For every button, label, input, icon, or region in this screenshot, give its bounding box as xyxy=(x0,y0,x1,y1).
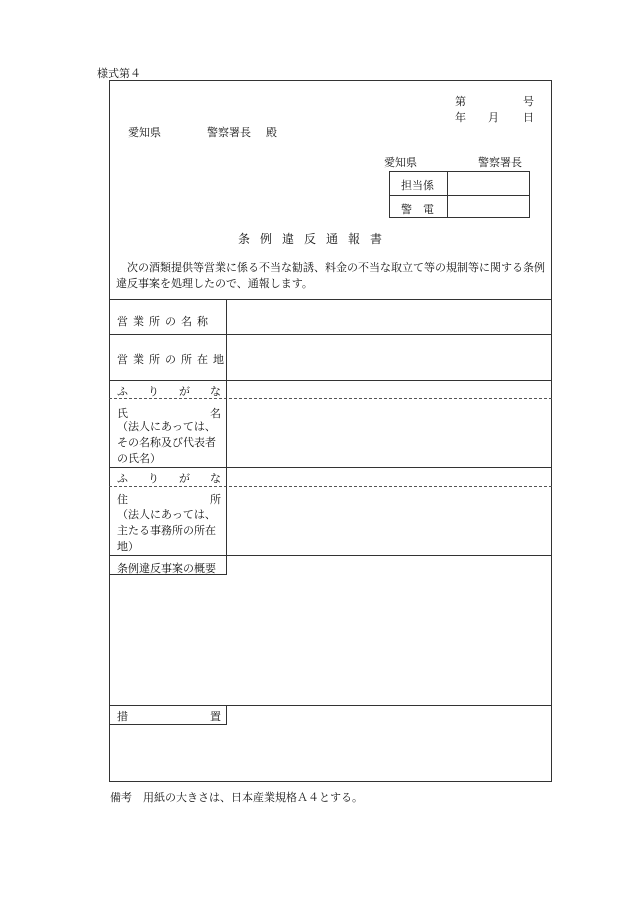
contact-info-box xyxy=(389,171,530,218)
contact-column-divider xyxy=(447,172,448,217)
furigana-label-address xyxy=(117,470,221,486)
label-column-divider xyxy=(226,299,227,555)
contact-staff-label: 担当係 xyxy=(401,179,434,192)
remarks-note: 備考 用紙の大きさは、日本産業規格Ａ４とする。 xyxy=(110,791,363,804)
business-address-label: 営業所の所在地 xyxy=(117,353,229,366)
label-char: 住 xyxy=(117,493,128,506)
furigana-char: り xyxy=(148,385,159,398)
violation-summary-label: 条例違反事案の概要 xyxy=(117,562,216,575)
furigana-char: ふ xyxy=(117,472,128,485)
document-number-suffix: 号 xyxy=(523,95,534,108)
sender-prefecture: 愛知県 xyxy=(384,156,417,169)
business-name-label: 営業所の名称 xyxy=(117,315,213,328)
date-year-label: 年 xyxy=(455,111,466,124)
label-char: 措 xyxy=(117,710,128,723)
addressee-station: 警察署長 xyxy=(207,126,251,139)
document-title xyxy=(0,230,630,247)
furigana-label-name xyxy=(117,383,221,399)
contact-row-divider xyxy=(390,195,529,196)
table-line-after-person xyxy=(109,467,552,468)
label-char: 置 xyxy=(210,710,221,723)
furigana-char: ふ xyxy=(117,385,128,398)
label-char: 名 xyxy=(210,407,221,420)
measures-label-box-bottom xyxy=(109,724,227,725)
date-day-label: 日 xyxy=(523,111,534,124)
measures-label-box-right xyxy=(226,705,227,724)
form-number-title: 様式第４ xyxy=(97,67,141,80)
label-char: 所 xyxy=(210,493,221,506)
table-line-after-address xyxy=(109,380,552,381)
furigana-char: が xyxy=(179,385,190,398)
sender-station: 警察署長 xyxy=(478,156,522,169)
intro-paragraph: 次の酒類提供等営業に係る不当な勧誘、料金の不当な取立て等の規制等に関する条例違反事案を処理したので、通報します。 xyxy=(116,261,545,290)
table-top-line xyxy=(109,299,552,300)
person-address-label xyxy=(117,491,221,507)
label-char: 氏 xyxy=(117,407,128,420)
document-title-text: 条例違反通報書 xyxy=(237,232,392,246)
furigana-char: な xyxy=(210,472,221,485)
table-line-after-residence xyxy=(109,555,552,556)
table-line-after-summary xyxy=(109,705,552,706)
furigana-char: な xyxy=(210,385,221,398)
addressee-honorific: 殿 xyxy=(266,126,277,139)
contact-phone-label: 警 電 xyxy=(401,203,434,216)
person-name-note: （法人にあっては、その名称及び代表者の氏名） xyxy=(117,420,216,465)
person-address-note: （法人にあっては、主たる事務所の所在地） xyxy=(117,508,216,553)
table-line-after-name xyxy=(109,334,552,335)
table-dashed-line-2 xyxy=(109,486,552,487)
document-number-label: 第 xyxy=(455,95,466,108)
furigana-char: が xyxy=(179,472,190,485)
addressee-prefecture: 愛知県 xyxy=(128,126,161,139)
measures-label xyxy=(117,708,221,724)
summary-label-box-right xyxy=(226,555,227,574)
date-month-label: 月 xyxy=(488,111,499,124)
furigana-char: り xyxy=(148,472,159,485)
